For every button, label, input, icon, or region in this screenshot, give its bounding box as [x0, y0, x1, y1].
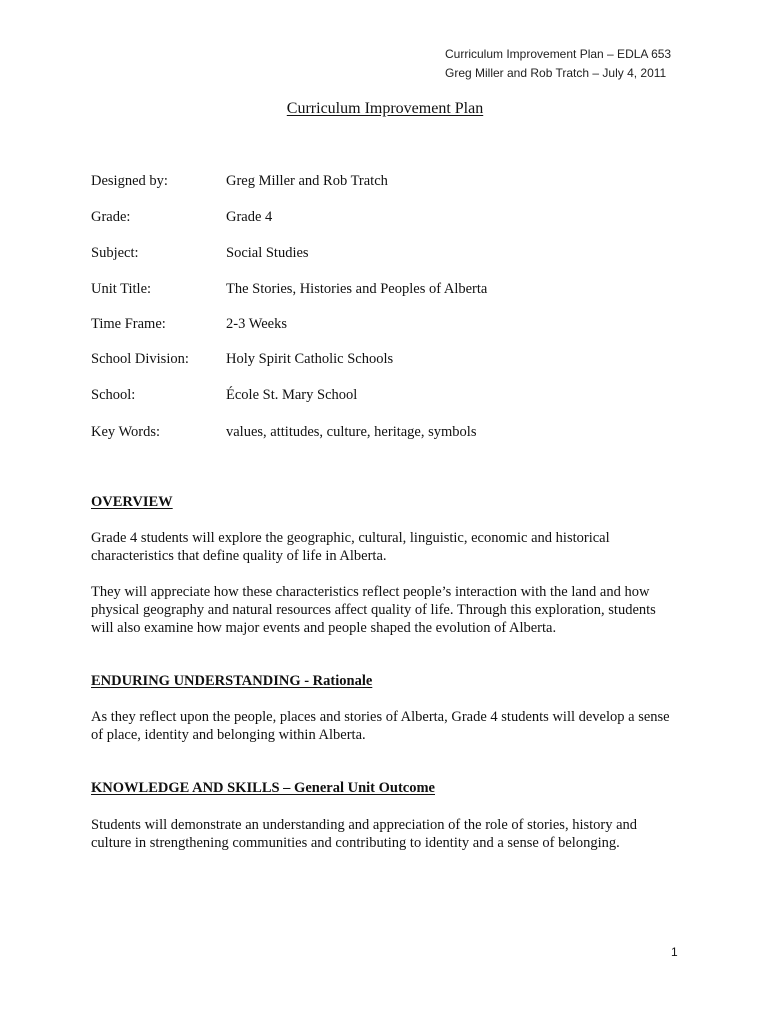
field-value: Grade 4: [226, 209, 273, 225]
field-label: Subject:: [91, 245, 139, 261]
field-value: Holy Spirit Catholic Schools: [226, 351, 394, 367]
knowledge-skills-paragraph: Students will demonstrate an understanding and appreciation of the role of stories, history and culture in strengthening communities and contributing to identity and a sense of belonging.: [91, 817, 638, 851]
field-label: School:: [91, 387, 136, 403]
enduring-understanding-paragraph: As they reflect upon the people, places and stories of Alberta, Grade 4 students will develop a sense of place, identity and belonging within Alberta.: [91, 709, 670, 743]
field-label: Time Frame:: [91, 316, 166, 332]
field-value: Greg Miller and Rob Tratch: [226, 173, 388, 189]
field-value: values, attitudes, culture, heritage, symbols: [226, 424, 477, 440]
overview-heading: OVERVIEW: [91, 494, 173, 510]
field-value: École St. Mary School: [226, 387, 358, 403]
document-header: [445, 45, 671, 83]
overview-paragraph-1: Grade 4 students will explore the geographic, cultural, linguistic, economic and historical characteristics that define quality of life in Alberta.: [91, 530, 610, 564]
field-label: Unit Title:: [91, 281, 152, 297]
field-value: The Stories, Histories and Peoples of Alberta: [226, 281, 488, 297]
field-label: Designed by:: [91, 173, 168, 189]
field-value: Social Studies: [226, 245, 309, 261]
header-authors-line: Greg Miller and Rob Tratch – July 4, 2011: [445, 66, 667, 80]
page-number: 1: [671, 945, 678, 959]
field-label: Key Words:: [91, 424, 161, 440]
field-label: School Division:: [91, 351, 189, 367]
header-course-line: Curriculum Improvement Plan – EDLA 653: [445, 47, 672, 61]
overview-paragraph-2: They will appreciate how these characteristics reflect people’s interaction with the land and how physical geography and natural resources affect quality of life. Through this exploration, students will also examine how major events and people shaped the evolution of Alberta.: [91, 584, 656, 636]
field-label: Grade:: [91, 209, 131, 225]
page-title: Curriculum Improvement Plan: [286, 100, 484, 117]
enduring-understanding-heading: ENDURING UNDERSTANDING - Rationale: [91, 673, 373, 689]
knowledge-skills-heading: KNOWLEDGE AND SKILLS – General Unit Outcome: [91, 780, 435, 796]
field-value: 2-3 Weeks: [226, 316, 287, 332]
